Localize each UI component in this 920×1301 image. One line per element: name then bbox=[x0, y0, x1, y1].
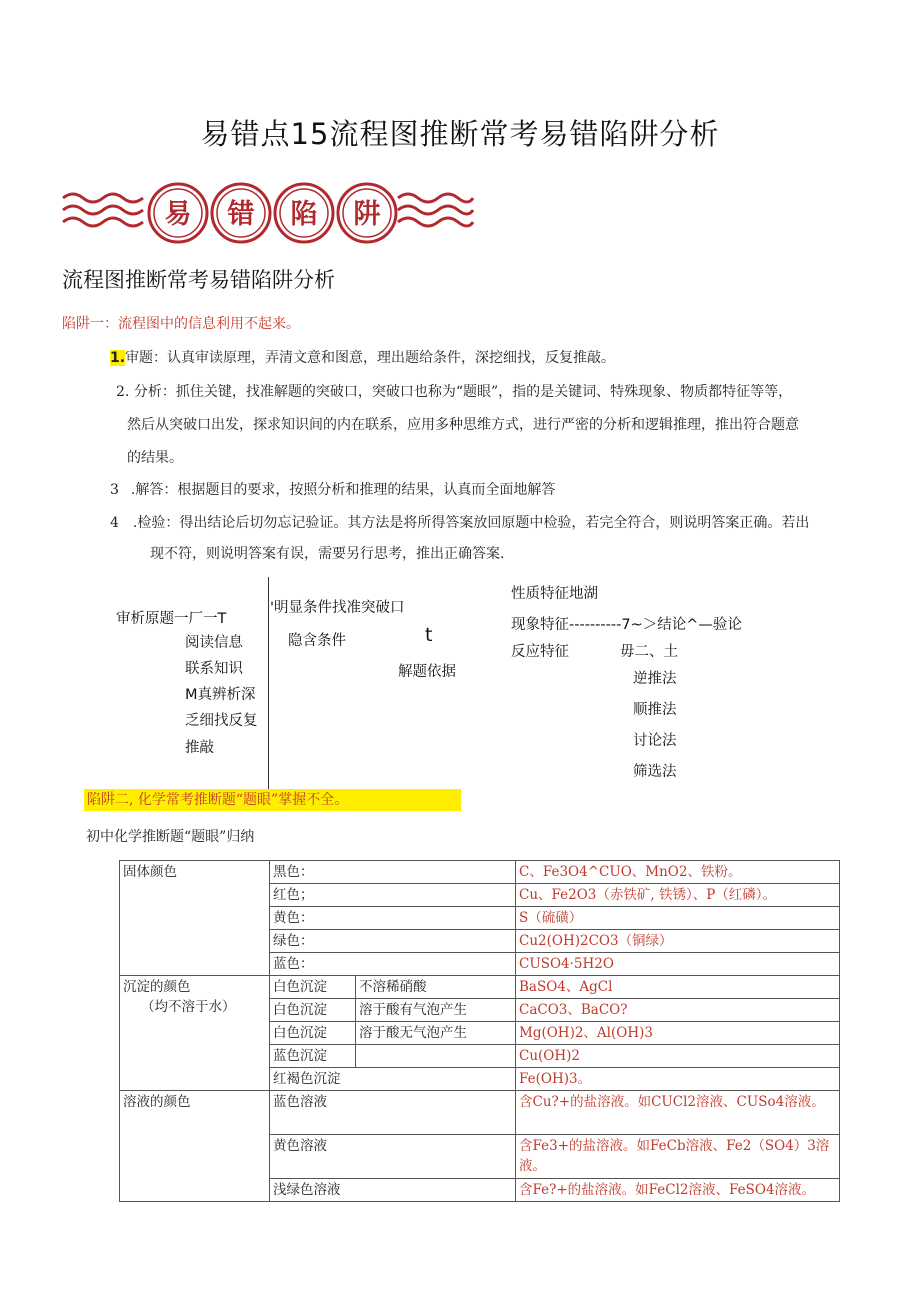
table-row bbox=[120, 861, 840, 884]
diagram-left-item-1: 阅读信息 bbox=[185, 635, 243, 651]
lightgreen-solution-label: 浅绿色溶液 bbox=[270, 1179, 516, 1202]
banner-char-3: 陷 bbox=[290, 199, 318, 230]
diagram-reaction-note: 毋二、土 bbox=[620, 644, 678, 660]
precipitate-label-line-1: 沉淀的颜色 bbox=[123, 979, 191, 995]
banner-char-2: 错 bbox=[227, 199, 255, 230]
section-heading: 流程图推断常考易错陷阱分析 bbox=[62, 268, 335, 292]
method-screening: 筛选法 bbox=[633, 764, 677, 780]
trap-one-heading: 陷阱一：流程图中的信息利用不起来。 bbox=[62, 316, 300, 332]
step-2-line-3: 的结果。 bbox=[127, 450, 183, 466]
table-row bbox=[120, 976, 840, 999]
precipitate-label bbox=[120, 976, 270, 1091]
step-1-number: 1. bbox=[110, 350, 126, 366]
diagram-arrow: t bbox=[425, 624, 433, 646]
black-value: C、Fe3O4^CUO、MnO2、铁粉。 bbox=[516, 861, 840, 884]
precip-1-color: 白色沉淀 bbox=[270, 976, 356, 999]
blue-solution-label: 蓝色溶液 bbox=[270, 1091, 516, 1135]
black-label: 黑色： bbox=[270, 861, 516, 884]
precip-2-property: 溶于酸有气泡产生 bbox=[356, 999, 516, 1022]
green-label: 绿色： bbox=[270, 930, 516, 953]
step-4-line-1 bbox=[110, 512, 809, 532]
precip-5-color: 红褐色沉淀 bbox=[270, 1068, 516, 1091]
precip-3-value: Mg(OH)2、Al(OH)3 bbox=[516, 1022, 840, 1045]
precip-4-property bbox=[356, 1045, 516, 1068]
key-clues-table bbox=[119, 860, 840, 1202]
blue-label: 蓝色： bbox=[270, 953, 516, 976]
yellow-solution-label: 黄色溶液 bbox=[270, 1135, 516, 1179]
diagram-phenomenon-features: 现象特征----------7~＞结论^—验论 bbox=[511, 617, 742, 633]
lightgreen-solution-value: 含Fe?+的盐溶液。如FeCl2溶液、FeSO4溶液。 bbox=[516, 1179, 840, 1202]
diagram-left-item-5: 推敲 bbox=[185, 740, 214, 756]
table-row bbox=[120, 1091, 840, 1135]
method-forward: 顺推法 bbox=[633, 702, 677, 718]
page-title: 易错点15流程图推断常考易错陷阱分析 bbox=[200, 117, 720, 151]
precip-3-property: 溶于酸无气泡产生 bbox=[356, 1022, 516, 1045]
green-value: Cu2(OH)2CO3（铜绿） bbox=[516, 930, 840, 953]
solution-color-label: 溶液的颜色 bbox=[120, 1091, 270, 1202]
precip-4-color: 蓝色沉淀 bbox=[270, 1045, 356, 1068]
step-3-number: 3 bbox=[110, 482, 119, 498]
diagram-hidden-conditions: 隐含条件 bbox=[288, 633, 346, 649]
red-value: Cu、Fe2O3（赤铁矿, 铁锈）、P（红磷）。 bbox=[516, 884, 840, 907]
precip-2-color: 白色沉淀 bbox=[270, 999, 356, 1022]
banner-char-4: 阱 bbox=[353, 199, 381, 230]
precip-2-value: CaCO3、BaCO? bbox=[516, 999, 840, 1022]
precipitate-label-line-2: （均不溶于水） bbox=[141, 999, 236, 1015]
solid-color-label: 固体颜色 bbox=[120, 861, 270, 976]
trap-two-heading: 陷阱二, 化学常考推断题“题眼”掌握不全。 bbox=[84, 789, 461, 811]
precip-3-color: 白色沉淀 bbox=[270, 1022, 356, 1045]
blue-solution-value: 含Cu?+的盐溶液。如CUCl2溶液、CUSo4溶液。 bbox=[516, 1091, 840, 1135]
step-4-number: 4 bbox=[110, 515, 119, 531]
blue-value: CUSO4·5H2O bbox=[516, 953, 840, 976]
step-3 bbox=[110, 479, 555, 499]
yellow-value: S（硫磺） bbox=[516, 907, 840, 930]
diagram-left-item-4: 乏细找反复 bbox=[185, 713, 258, 729]
step-4-line-2: 现不符，则说明答案有误，需要另行思考，推出正确答案. bbox=[150, 546, 505, 562]
step-2-number: 2 bbox=[116, 384, 125, 400]
table-caption: 初中化学推断题“题眼”归纳 bbox=[86, 829, 255, 845]
yellow-label: 黄色： bbox=[270, 907, 516, 930]
banner-char-1: 易 bbox=[164, 199, 192, 230]
diagram-left-item-2: 联系知识 bbox=[185, 661, 243, 677]
precip-1-value: BaSO4、AgCl bbox=[516, 976, 840, 999]
step-2-text-1: . 分析：抓住关键，找准解题的突破口，突破口也称为“题眼”，指的是关键词、特殊现象、物质都特征等等， bbox=[124, 384, 793, 400]
diagram-solving-basis: 解题依据 bbox=[398, 664, 456, 680]
diagram-left-main: 审析原题一厂一T bbox=[116, 611, 227, 627]
step-2-line-1 bbox=[116, 381, 792, 401]
diagram-reaction-features: 反应特征 bbox=[511, 644, 569, 660]
red-label: 红色； bbox=[270, 884, 516, 907]
diagram-divider bbox=[268, 577, 269, 789]
step-2-line-2: 然后从突破口出发，探求知识间的内在联系，应用多种思维方式，进行严密的分析和逻辑推理，推出符合题意 bbox=[127, 417, 799, 433]
trap-banner-logo bbox=[58, 178, 478, 248]
precip-1-property: 不溶稀硝酸 bbox=[356, 976, 516, 999]
diagram-property-features: 性质特征地湖 bbox=[511, 586, 598, 602]
method-discussion: 讨论法 bbox=[633, 733, 677, 749]
precip-5-value: Fe(OH)3。 bbox=[516, 1068, 840, 1091]
precip-4-value: Cu(OH)2 bbox=[516, 1045, 840, 1068]
diagram-left-item-3: M真辨析深 bbox=[185, 687, 256, 703]
diagram-obvious-conditions: '明显条件找准突破口 bbox=[270, 600, 405, 616]
step-1 bbox=[110, 347, 615, 367]
yellow-solution-value: 含Fe3+的盐溶液。如FeCb溶液、Fe2（SO4）3溶液。 bbox=[516, 1135, 840, 1179]
step-3-text: .解答：根据题目的要求，按照分析和推理的结果，认真而全面地解答 bbox=[130, 482, 556, 498]
method-reverse: 逆推法 bbox=[633, 671, 677, 687]
step-1-text: 审题：认真审读原理，弄清文意和图意，理出题给条件，深挖细找，反复推敲。 bbox=[125, 350, 616, 366]
step-4-text-1: .检验：得出结论后切勿忘记验证。其方法是将所得答案放回原题中检验，若完全符合，则说明答案正确。若出 bbox=[132, 515, 810, 531]
